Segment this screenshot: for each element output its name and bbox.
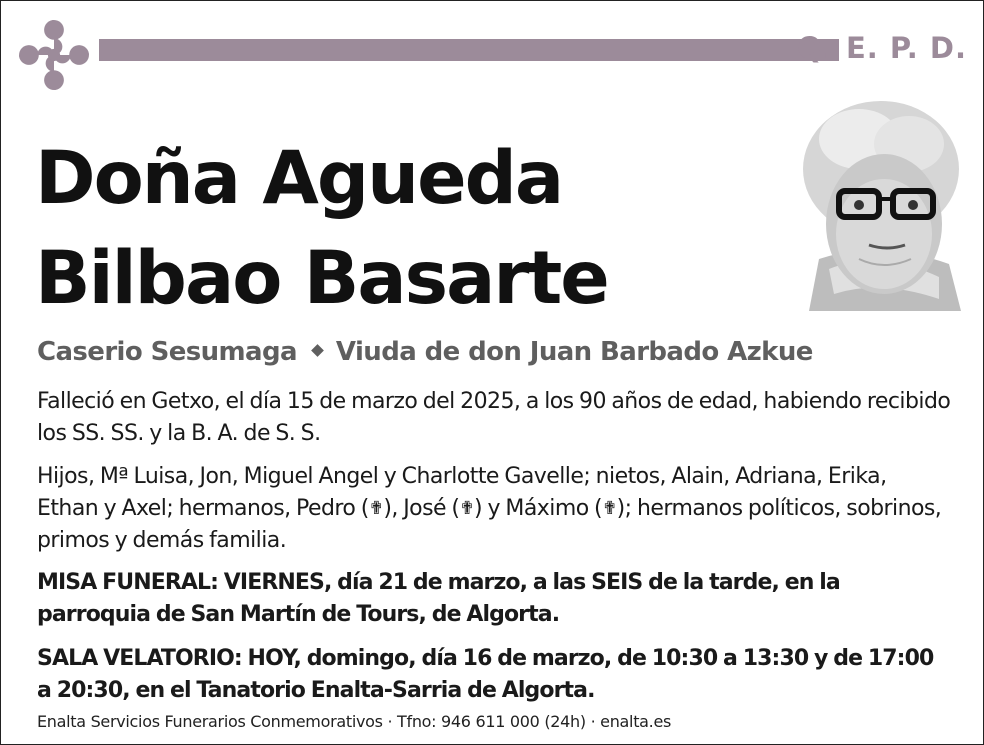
lauburu-icon <box>15 17 93 93</box>
header-rule <box>99 39 839 61</box>
family-paragraph <box>37 461 953 557</box>
death-notice-paragraph: Falleció en Getxo, el día 15 de marzo del 2025, a los 90 años de edad, habiendo recibido los SS. SS. y la B. A. de S. S. <box>37 389 951 446</box>
portrait-photo <box>789 99 969 311</box>
diamond-separator-icon <box>311 344 324 357</box>
subtitle-house: Caserio Sesumaga <box>37 337 297 367</box>
family-text-4: ); hermanos políticos, sobrinos, primos y demás familia. <box>37 496 942 553</box>
deceased-name <box>35 129 608 329</box>
subtitle <box>37 337 813 367</box>
cross-icon: ✟ <box>459 498 475 519</box>
qepd-label: Q. E. P. D. <box>797 31 967 65</box>
cross-icon: ✟ <box>602 498 617 519</box>
wake-room-paragraph: SALA VELATORIO: HOY, domingo, día 16 de marzo, de 10:30 a 13:30 y de 17:00 a 20:30, en el Tanatorio Enalta-Sarria de Algorta. <box>37 646 934 703</box>
name-line-1: Doña Agueda <box>35 136 563 221</box>
family-text-3: ) y Máximo ( <box>474 496 603 521</box>
name-line-2: Bilbao Basarte <box>35 236 608 321</box>
cross-icon: ✟ <box>368 498 384 519</box>
family-text-2: ), José ( <box>383 496 460 521</box>
family-text-1: Hijos, Mª Luisa, Jon, Miguel Angel y Charlotte Gavelle; nietos, Alain, Adriana, Erika, Ethan y Axel; hermanos, Pedro ( <box>37 464 887 521</box>
subtitle-widow: Viuda de don Juan Barbado Azkue <box>335 337 813 367</box>
funeral-mass-paragraph: MISA FUNERAL: VIERNES, día 21 de marzo, a las SEIS de la tarde, en la parroquia de San Martín de Tours, de Algorta. <box>37 570 840 627</box>
funeral-home-footer: Enalta Servicios Funerarios Conmemorativos · Tfno: 946 611 000 (24h) · enalta.es <box>37 712 672 731</box>
